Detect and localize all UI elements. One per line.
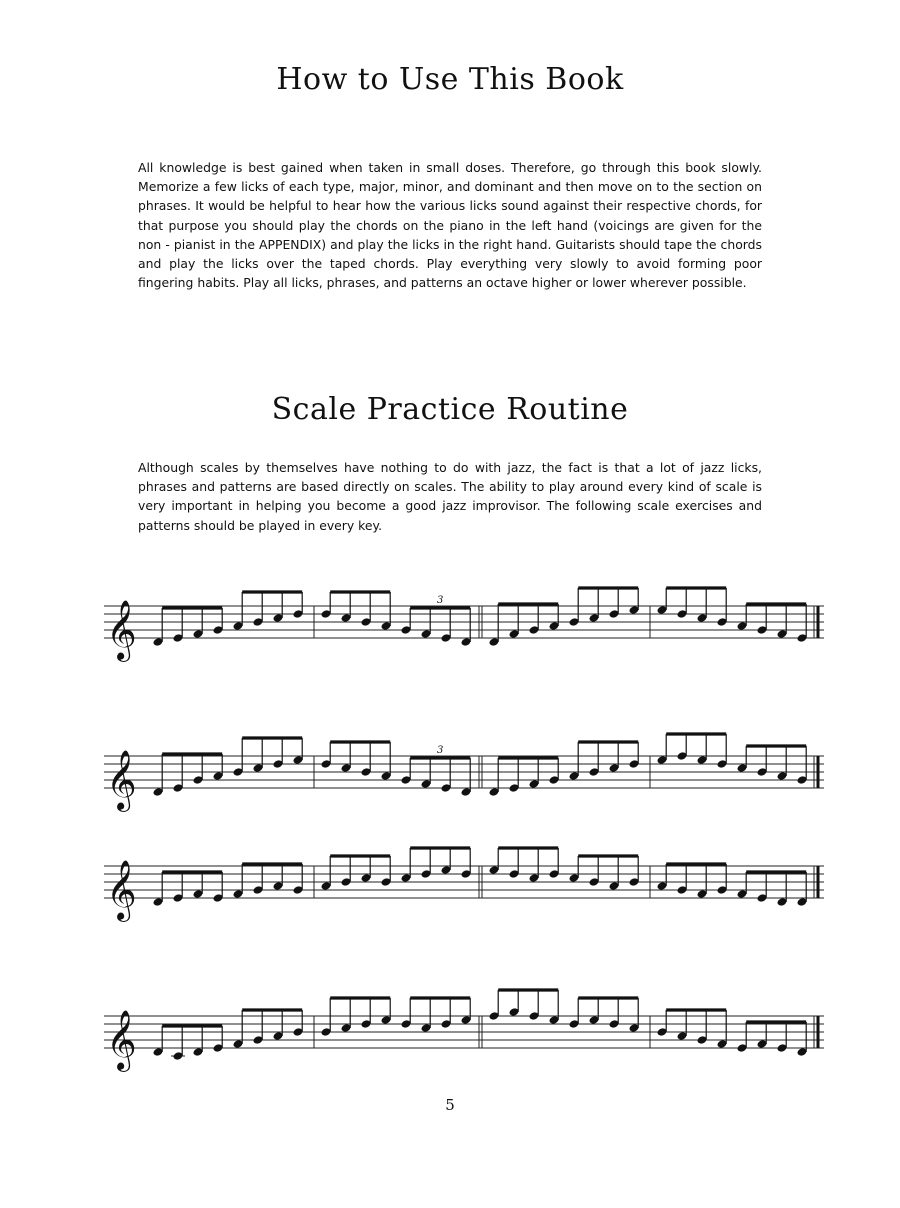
triplet-mark: 3 [437,595,444,606]
section-title-how-to-use: How to Use This Book [276,62,624,97]
music-staff-system-4 [100,988,830,1078]
how-to-use-paragraph: All knowledge is best gained when taken in small doses. Therefore, go through this book slowly. Memorize a few licks of each type, major, minor, and dominant and then move on to the section on phrases. It would be helpful to hear how the various licks sound against their respective chords, for that purpose you should play the chords on the piano in the left hand (voicings are given for the non - pianist in the APPENDIX) and play the licks in the right hand. Guitarists should tape the chords and play the licks over the taped chords. Play everything very slowly to avoid forming poor fingering habits. Play all licks, phrases, and patterns an octave higher or lower wherever possible. [138,160,762,291]
music-staff-system-2 [100,728,830,818]
treble-clef: 𝄞 [106,1010,137,1070]
page-number: 5 [445,1096,455,1114]
music-staff-system-3 [100,838,830,928]
scale-practice-paragraph: Although scales by themselves have nothing to do with jazz, the fact is that a lot of jazz licks, phrases and patterns are based directly on scales. The ability to play around every kind of scale is very important in helping you become a good jazz improvisor. The following scale exercises and patterns should be played in every key. [138,460,762,533]
treble-clef: 𝄞 [106,600,137,660]
treble-clef: 𝄞 [106,750,137,810]
treble-clef: 𝄞 [106,860,137,920]
music-staff-system-1 [100,578,830,668]
triplet-mark: 3 [437,745,444,756]
section-title-scale-practice: Scale Practice Routine [271,392,629,427]
